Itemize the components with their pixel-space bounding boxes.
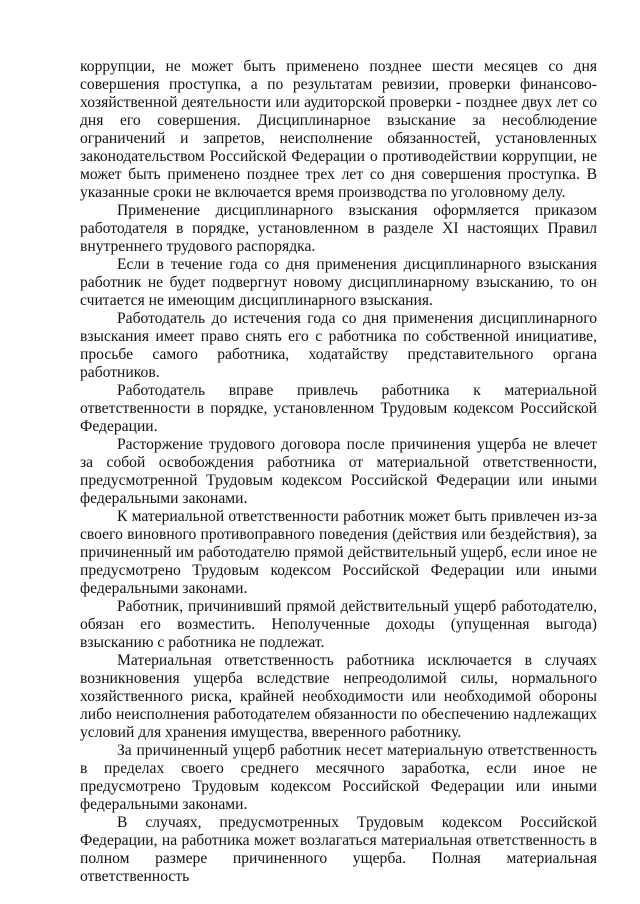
paragraph: Работник, причинивший прямой действительный ущерб работодателю, обязан его возместить. Неполученные доходы (упущенная выгода) взысканию с работника не подлежат. [80, 598, 597, 651]
paragraph: Применение дисциплинарного взыскания оформляется приказом работодателя в порядке, установленном в разделе XI настоящих Правил внутреннего трудового распорядка. [80, 202, 597, 255]
paragraph: Работодатель вправе привлечь работника к материальной ответственности в порядке, установленном Трудовым кодексом Российской Федерации. [80, 382, 597, 435]
document-body [80, 58, 597, 886]
paragraph: Расторжение трудового договора после причинения ущерба не влечет за собой освобождения работника от материальной ответственности, предусмотренной Трудовым кодексом Российской Федерации или иными федеральными законами. [80, 436, 597, 507]
paragraph: Материальная ответственность работника исключается в случаях возникновения ущерба вследствие непреодолимой силы, нормального хозяйственного риска, крайней необходимости или необходимой обороны либо неисполнения работодателем обязанности по обеспечению надлежащих условий для хранения имущества, вверенного работнику. [80, 652, 597, 741]
paragraph: За причиненный ущерб работник несет материальную ответственность в пределах своего среднего месячного заработка, если иное не предусмотрено Трудовым кодексом Российской Федерации или иными федеральными законами. [80, 742, 597, 813]
paragraph: Если в течение года со дня применения дисциплинарного взыскания работник не будет подвергнут новому дисциплинарному взысканию, то он считается не имеющим дисциплинарного взыскания. [80, 256, 597, 309]
paragraph: К материальной ответственности работник может быть привлечен из-за своего виновного противоправного поведения (действия или бездействия), за причиненный им работодателю прямой действительный ущерб, если иное не предусмотрено Трудовым кодексом Российской Федерации или иными федеральными законами. [80, 508, 597, 597]
paragraph-continuation: коррупции, не может быть применено позднее шести месяцев со дня совершения проступка, а по результатам ревизии, проверки финансово-хозяйственной деятельности или аудиторской проверки - позднее двух лет со дня его совершения. Дисциплинарное взыскание за несоблюдение ограничений и запретов, неисполнение обязанностей, установленных законодательством Российской Федерации о противодействии коррупции, не может быть применено позднее трех лет со дня совершения проступка. В указанные сроки не включается время производства по уголовному делу. [80, 58, 597, 201]
paragraph: Работодатель до истечения года со дня применения дисциплинарного взыскания имеет право снять его с работника по собственной инициативе, просьбе самого работника, ходатайству представительного органа работников. [80, 310, 597, 381]
paragraph: В случаях, предусмотренных Трудовым кодексом Российской Федерации, на работника может возлагаться материальная ответственность в полном размере причиненного ущерба. Полная материальная ответственность [80, 814, 597, 885]
